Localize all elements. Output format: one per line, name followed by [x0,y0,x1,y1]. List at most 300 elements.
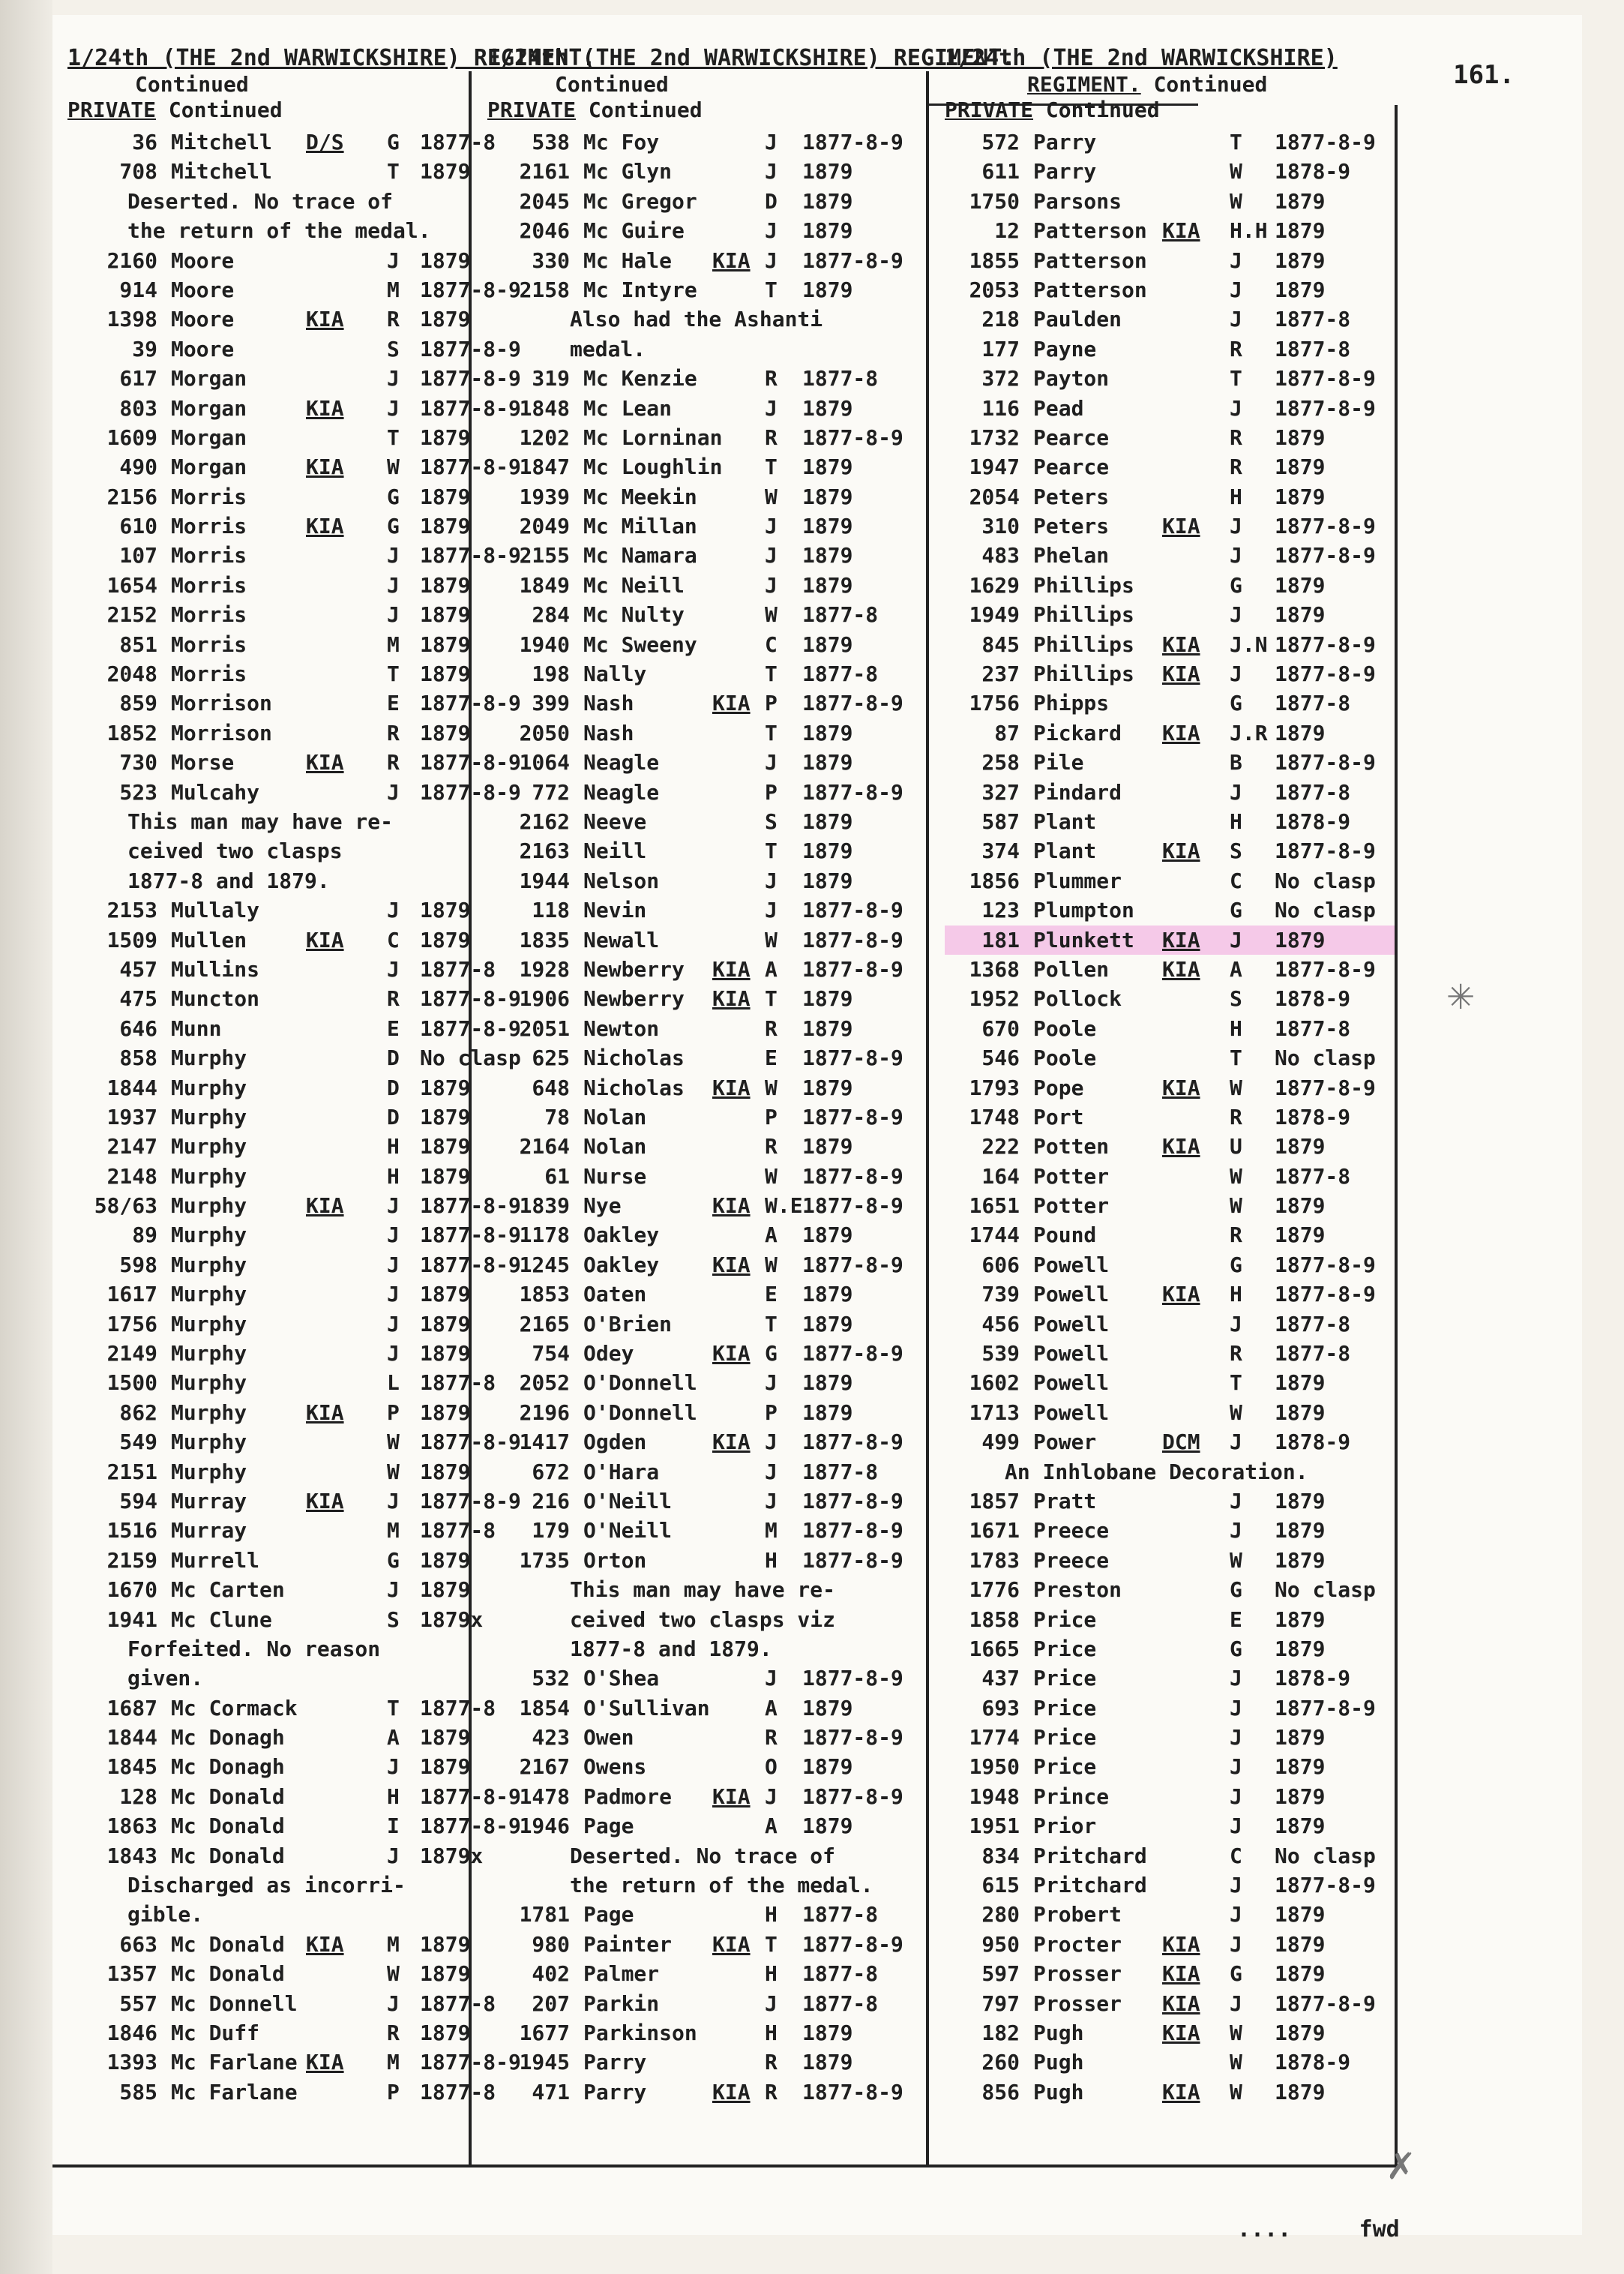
clasp-years: 1877-8-9 [420,277,521,302]
roll-entry [67,2018,471,2048]
initial: H [387,1784,400,1809]
service-number: 12 [994,218,1020,244]
service-number: 499 [981,1430,1020,1455]
initial: O [765,1754,778,1780]
soldier-name: Phipps [1033,691,1110,716]
roll-entry [67,1368,496,1397]
initial: J [1230,1666,1242,1691]
initial: J [765,218,778,244]
soldier-name: Patterson [1033,277,1147,302]
initial: G [387,130,400,154]
status-mark: KIA [1162,514,1200,539]
initial: W [765,1075,778,1100]
service-number: 1609 [106,424,157,450]
soldier-name: Ogden [583,1430,647,1455]
initial: R [387,2020,400,2045]
soldier-name: Mc Farlane [171,2050,298,2075]
service-number: 1949 [969,602,1020,628]
status-mark: KIA [712,1252,751,1277]
roll-entry [487,1043,922,1072]
roll-entry [487,778,922,807]
initial: H [387,1134,400,1160]
initial: J [1230,779,1242,805]
roll-entry [67,1516,496,1545]
roll-entry [67,1073,471,1102]
clasp-years: 1878-9 [1275,1430,1351,1455]
service-number: 207 [532,1990,570,2016]
initial: J [765,514,778,539]
initial: J [765,1430,778,1455]
roll-entry [945,866,1395,896]
initial: W [1230,1400,1242,1425]
soldier-name: Mc Farlane [171,2079,298,2104]
service-number: 856 [981,2079,1020,2104]
entry-note: medal. [570,336,646,362]
initial: J [1230,1518,1242,1544]
column-header: 1/24th (THE 2nd WARWICKSHIRE) REGIMENT. [67,45,596,71]
clasp-years: 1879 [802,632,853,657]
service-number: 36 [132,130,157,154]
initial: R [765,366,778,392]
initial: H [1230,1282,1242,1307]
service-number: 557 [119,1990,157,2016]
status-mark: KIA [712,1341,751,1366]
clasp-years: 1877-8 [802,1902,879,1928]
roll-entry [487,1310,922,1339]
initial: J [765,898,778,923]
roll-entry [67,246,471,275]
clasp-years: 1877-8-9 [420,1488,521,1514]
service-number: 1948 [969,1784,1020,1809]
clasp-years: 1877-8-9 [420,395,521,421]
initial: J [387,898,400,923]
service-number: 2045 [519,188,570,214]
clasp-years: 1877-8-9 [1275,1873,1376,1898]
initial: M [387,2050,400,2075]
roll-entry [67,600,471,629]
initial: P [765,779,778,805]
clasp-years: 1879 [420,1547,471,1573]
service-number: 1393 [106,2050,157,2075]
initial: T [765,277,778,302]
clasp-years: 1879 [420,632,471,657]
service-number: 646 [119,1016,157,1041]
roll-entry [67,1811,521,1840]
service-number: 258 [981,750,1020,776]
soldier-name: Oakley [583,1222,660,1248]
soldier-name: Nally [583,662,647,687]
service-number: 1670 [106,1577,157,1603]
status-mark: KIA [306,395,344,421]
roll-entry [487,1782,922,1811]
roll-entry [945,748,1395,777]
status-mark: KIA [306,307,344,332]
initial: H.H [1230,218,1268,244]
initial: J [387,1843,400,1868]
initial: J [387,1311,400,1336]
service-number: 2053 [969,277,1020,302]
service-number: 1852 [106,720,157,746]
initial: M [387,1518,400,1544]
soldier-name: Mc Intyre [583,277,697,302]
service-number: 594 [119,1488,157,1514]
soldier-name: Parry [1033,130,1097,154]
roll-entry [945,1280,1395,1309]
clasp-years: 1877-8 [1275,1341,1351,1366]
soldier-name: Owen [583,1725,634,1750]
clasp-years: 1877-8-9 [420,1252,521,1277]
clasp-years: 1877-8-9 [802,1430,903,1455]
rank-label: PRIVATE [67,98,157,122]
roll-entry [67,630,471,659]
service-number: 2196 [519,1400,570,1425]
initial: J [387,956,400,982]
service-number: 218 [981,307,1020,332]
service-number: 372 [981,366,1020,392]
roll-entry [945,659,1395,688]
clasp-years: 1877-8-9 [802,956,903,982]
initial: M [387,632,400,657]
soldier-name: Newall [583,927,660,952]
soldier-name: Price [1033,1606,1097,1632]
service-number: 87 [994,720,1020,746]
book-binding-shadow [0,0,52,2274]
initial: U [1230,1134,1242,1160]
clasp-years: 1877-8-9 [802,248,903,273]
soldier-name: Nye [583,1193,622,1219]
initial: R [1230,454,1242,480]
initial: R [387,307,400,332]
roll-entry [67,778,521,807]
soldier-name: Murphy [171,1430,247,1455]
soldier-name: Moore [171,307,235,332]
soldier-name: Prosser [1033,1990,1122,2016]
clasp-years: 1879 [802,572,853,598]
clasp-years: 1877-8-9 [802,1666,903,1691]
clasp-years: No clasp [420,1046,521,1071]
roll-entry [487,1664,922,1693]
soldier-name: Murphy [171,1104,247,1130]
roll-entry [67,1457,471,1486]
roll-page [52,15,1582,2242]
soldier-name: Phillips [1033,632,1134,657]
clasp-years: 1877-8-9 [802,1931,903,1957]
roll-entry [945,1664,1395,1693]
clasp-years: 1877-8 [1275,691,1351,716]
initial: J [1230,1873,1242,1898]
soldier-name: Mc Sweeny [583,632,697,657]
soldier-name: Phelan [1033,543,1110,568]
clasp-years: 1879 [802,395,853,421]
service-number: 2151 [106,1459,157,1484]
roll-entry [945,1870,1395,1900]
roll-entry [67,1989,496,2018]
roll-entry [67,1605,484,1634]
status-mark: KIA [1162,838,1200,864]
clasp-years: 1879 [420,1961,471,1987]
soldier-name: Mulcahy [171,779,260,805]
roll-entry [67,1162,471,1191]
roll-entry [67,955,496,984]
initial: A [387,1725,400,1750]
initial: J [1230,248,1242,273]
service-number: 2148 [106,1163,157,1189]
status-mark: KIA [712,1430,751,1455]
initial: T [765,1931,778,1957]
soldier-name: Murphy [171,1046,247,1071]
initial: J [387,1222,400,1248]
clasp-years: 1879 [420,1311,471,1336]
clasp-years: 1877-8-9 [420,1430,521,1455]
soldier-name: Potter [1033,1163,1110,1189]
soldier-name: Neeve [583,808,647,834]
initial: W [1230,1163,1242,1189]
clasp-years: 1877-8-9 [802,1193,903,1219]
soldier-name: Murrell [171,1547,260,1573]
clasp-years: 1877-8-9 [1275,130,1376,154]
service-number: 1844 [106,1725,157,1750]
entry-note: the return of the medal. [570,1873,873,1898]
roll-entry [67,1310,471,1339]
roll-entry [487,364,922,393]
service-number: 2049 [519,514,570,539]
status-mark: KIA [1162,2079,1200,2104]
clasp-years: 1879 [1275,424,1326,450]
soldier-name: Owens [583,1754,647,1780]
service-number: 532 [532,1666,570,1691]
service-number: 310 [981,514,1020,539]
soldier-name: Mullen [171,927,247,952]
initial: J [1230,1430,1242,1455]
roll-entry [487,688,922,718]
service-number: 61 [544,1163,570,1189]
soldier-name: Neagle [583,779,660,805]
soldier-name: Moore [171,336,235,362]
initial: R [765,1725,778,1750]
service-number: 1843 [106,1843,157,1868]
roll-entry [487,187,922,216]
initial: W [1230,1075,1242,1100]
initial: J [1230,1725,1242,1750]
roll-entry [67,1959,471,1988]
service-number: 1713 [969,1400,1020,1425]
clasp-years: 1879 [1275,1518,1326,1544]
soldier-name: Pollen [1033,956,1110,982]
clasp-years: 1879 [802,1016,853,1041]
roll-entry [487,157,922,186]
service-number: 89 [132,1222,157,1248]
service-number: 1945 [519,2050,570,2075]
initial: W [1230,2020,1242,2045]
roll-entry [945,2018,1395,2048]
soldier-name: Pugh [1033,2050,1084,2075]
soldier-name: Plummer [1033,868,1122,893]
roll-entry [945,630,1395,659]
status-mark: KIA [712,1931,751,1957]
roll-entry [67,2078,496,2107]
entry-note: Discharged as incorri- [127,1873,406,1898]
roll-entry [487,128,922,157]
status-mark: KIA [1162,1990,1200,2016]
service-number: 834 [981,1843,1020,1868]
service-number: 772 [532,779,570,805]
service-number: 399 [532,691,570,716]
soldier-name: Mullaly [171,898,260,923]
clasp-years: 1877-8 [802,1961,879,1987]
soldier-name: Mitchell [171,130,272,154]
roll-entry [945,1132,1395,1161]
initial: G [1230,1252,1242,1277]
service-number: 2048 [106,662,157,687]
soldier-name: Powell [1033,1252,1110,1277]
roll-entry [945,304,1395,334]
initial: R [765,424,778,450]
clasp-years: 1877-8 [1275,336,1351,362]
roll-entry [945,482,1395,512]
initial: J.R [1230,720,1268,746]
entry-note: 1877-8 and 1879. [570,1636,772,1661]
initial: E [387,1016,400,1041]
clasp-years: 1877-8-9 [1275,662,1376,687]
roll-entry [945,1723,1395,1752]
soldier-name: Murphy [171,1341,247,1366]
initial: J [765,1990,778,2016]
initial: J [387,602,400,628]
initial: H [1230,808,1242,834]
service-number: 754 [532,1341,570,1366]
column-subheader: Continued [135,72,249,97]
soldier-name: Moore [171,277,235,302]
soldier-name: Nolan [583,1104,647,1130]
initial: J.N [1230,632,1268,657]
initial: A [765,1695,778,1720]
initial: H [765,1902,778,1928]
initial: G [765,1341,778,1366]
column-subheader: REGIMENT. [1027,72,1141,97]
initial: G [387,1547,400,1573]
soldier-name: Prince [1033,1784,1110,1809]
clasp-years: 1877-8 [1275,1016,1351,1041]
soldier-name: Powell [1033,1400,1110,1425]
roll-entry [945,246,1395,275]
soldier-name: Preece [1033,1518,1110,1544]
service-number: 260 [981,2050,1020,2075]
soldier-name: Nicholas [583,1075,685,1100]
clasp-years: 1877-8 [1275,1311,1351,1336]
roll-entry [487,1959,922,1988]
service-number: 1776 [969,1577,1020,1603]
roll-entry [67,1102,471,1132]
service-number: 1756 [106,1311,157,1336]
initial: H [765,1961,778,1987]
status-mark: KIA [712,1075,751,1100]
initial: J [1230,1488,1242,1514]
roll-entry [487,1516,922,1545]
roll-entry [945,1841,1395,1870]
service-number: 1844 [106,1075,157,1100]
service-number: 914 [119,277,157,302]
clasp-years: 1878-9 [1275,808,1351,834]
soldier-name: Pugh [1033,2079,1084,2104]
soldier-name: Morris [171,543,247,568]
clasp-years: 1877-8 [420,1990,496,2016]
initial: T [1230,366,1242,392]
roll-entry [487,541,922,570]
soldier-name: Peters [1033,484,1110,509]
soldier-name: Orton [583,1547,647,1573]
entry-note: An Inhlobane Decoration. [1005,1459,1308,1484]
roll-entry [487,955,922,984]
soldier-name: Peters [1033,514,1110,539]
initial: A [765,1222,778,1248]
soldier-name: Morgan [171,395,247,421]
soldier-name: O'Neill [583,1488,673,1514]
initial: J [387,572,400,598]
initial: T [1230,1046,1242,1071]
initial: S [387,1606,400,1632]
page-number: 161. [1453,60,1515,90]
clasp-years: No clasp [1275,1577,1376,1603]
roll-entry [487,1339,922,1368]
roll-entry [487,1398,922,1427]
clasp-years: 1879 [802,1134,853,1160]
footer-forward [1237,2216,1400,2242]
clasp-years: 1879 [1275,1961,1326,1987]
service-number: 803 [119,395,157,421]
status-mark: KIA [1162,956,1200,982]
service-number: 1651 [969,1193,1020,1219]
clasp-years: 1879 [420,514,471,539]
initial: R [1230,1341,1242,1366]
initial: J [765,395,778,421]
soldier-name: Powell [1033,1282,1110,1307]
clasp-years: 1879 [1275,927,1326,952]
service-number: 693 [981,1695,1020,1720]
status-mark: KIA [1162,1931,1200,1957]
soldier-name: O'Hara [583,1459,660,1484]
soldier-name: Nevin [583,898,647,923]
service-number: 1654 [106,572,157,598]
soldier-name: Paulden [1033,307,1122,332]
initial: J [387,1282,400,1307]
service-number: 598 [119,1252,157,1277]
service-number: 179 [532,1518,570,1544]
roll-entry [67,2048,521,2077]
roll-entry [945,1634,1395,1664]
clasp-years: 1877-8-9 [1275,632,1376,657]
soldier-name: Murphy [171,1163,247,1189]
clasp-years: 1877-8 [802,1459,879,1484]
service-number: 1368 [969,956,1020,982]
soldier-name: Pearce [1033,424,1110,450]
initial: J [1230,927,1242,952]
soldier-name: Mc Glyn [583,159,673,184]
roll-entry [487,1694,922,1723]
status-mark: KIA [712,248,751,273]
roll-entry [945,1989,1395,2018]
service-number: 845 [981,632,1020,657]
service-number: 1417 [519,1430,570,1455]
initial: T [765,1311,778,1336]
clasp-years: 1877-8-9 [420,336,521,362]
clasp-years: 1877-8-9 [802,1252,903,1277]
soldier-name: O'Neill [583,1518,673,1544]
roll-entry [67,541,521,570]
clasp-years: 1877-8-9 [420,986,521,1012]
service-number: 1617 [106,1282,157,1307]
clasp-years: 1877-8 [802,366,879,392]
roll-entry [945,836,1395,866]
